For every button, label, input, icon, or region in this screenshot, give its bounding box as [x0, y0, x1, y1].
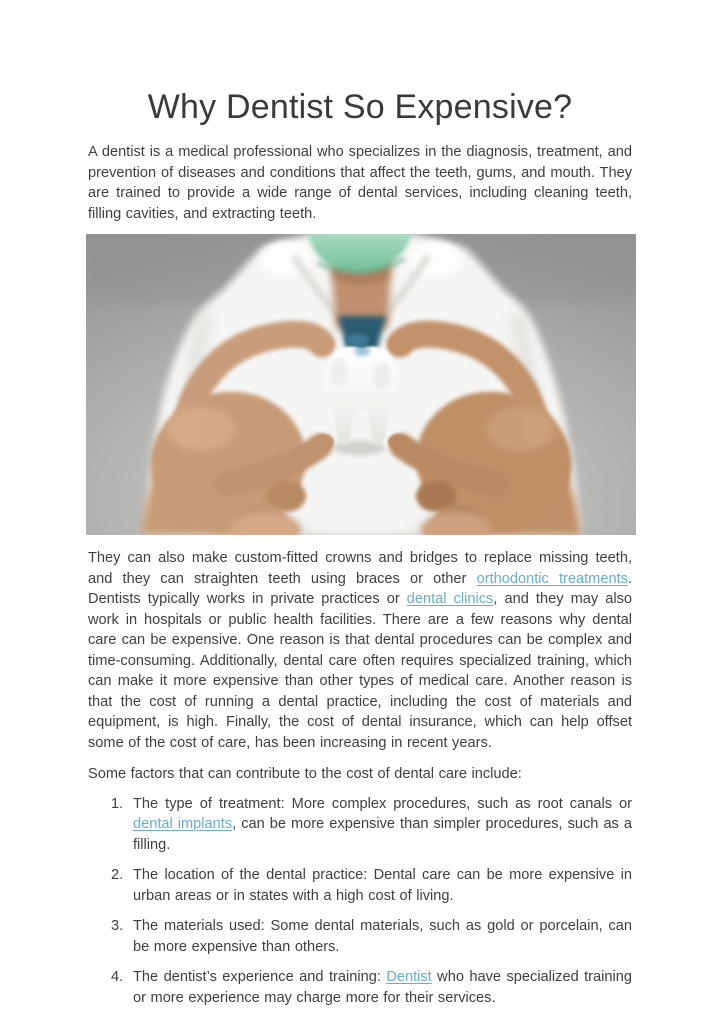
list-item-number: 3.: [111, 918, 124, 934]
factors-list-item: [88, 865, 632, 906]
body-paragraph: They can also make custom-fitted crowns and bridges to replace missing teeth, and they can straighten teeth using braces or other orthodontic treatments. Dentists typically works in private practices or dental clinics, and they may also work in hospitals or public health facilities. There are a few reasons why dental care can be expensive. One reason is that dental procedures can be complex and time-consuming. Additionally, dental care often requires specialized training, which can make it more expensive than other types of medical care. Another reason is that the cost of running a dental practice, including the cost of materials and equipment, is high. Finally, the cost of dental insurance, which can help offset some of the cost of care, has been increasing in recent years.: [88, 550, 632, 751]
hyperlink-dentist[interactable]: Dentist: [386, 969, 432, 985]
list-item-number: 2.: [111, 867, 124, 883]
list-item-number: 4.: [111, 969, 124, 985]
factors-list-item: [88, 967, 632, 1008]
factors-list: [88, 794, 632, 1009]
list-item-number: 1.: [111, 795, 124, 812]
page-title: Why Dentist So Expensive?: [147, 88, 573, 126]
list-item-text: The type of treatment: More complex procedures, such as root canals or dental implants, can be more expensive than simpler procedures, such as a filling.: [133, 795, 632, 853]
hyperlink-dental-implants[interactable]: dental implants: [133, 816, 233, 832]
list-item-text: The materials used: Some dental materials, such as gold or porcelain, can be more expensive than others.: [133, 918, 632, 955]
intro-paragraph: A dentist is a medical professional who specializes in the diagnosis, treatment, and prevention of diseases and conditions that affect the teeth, gums, and mouth. They are trained to provide a wide range of dental services, including cleaning teeth, filling cavities, and extracting teeth.: [88, 144, 632, 222]
list-item-text: The dentist’s experience and training: Dentist who have specialized training or more experience may charge more for their services.: [133, 969, 632, 1006]
factors-intro: Some factors that can contribute to the cost of dental care include:: [88, 766, 522, 782]
dentist-photo: [86, 234, 636, 535]
factors-list-item: [88, 794, 632, 856]
factors-list-item: [88, 916, 632, 957]
list-item-text: The location of the dental practice: Dental care can be more expensive in urban areas or in states with a high cost of living.: [133, 867, 632, 904]
hyperlink-orthodontic-treatments[interactable]: orthodontic treatments: [476, 570, 628, 587]
dentist-photo-illustration: [86, 234, 636, 535]
hyperlink-dental-clinics[interactable]: dental clinics: [406, 591, 494, 607]
